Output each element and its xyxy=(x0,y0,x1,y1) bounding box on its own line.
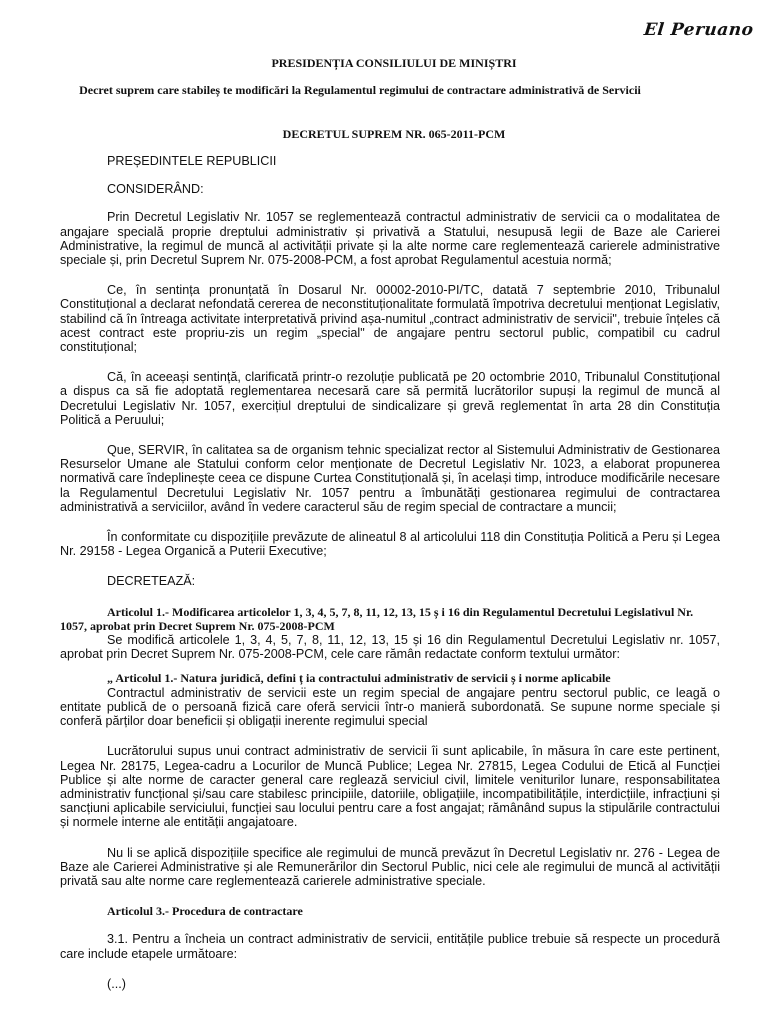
paragraph-4: Que, SERVIR, în calitatea sa de organism tehnic specializat rector al Sistemului Administrativ de Gestionarea Resurselor Umane ale Statului conform celor menționate de Decretul Legislativ Nr. 1023, a elaborat propunerea normativă care îndeplinește ceea ce dispune Curtea Constituțională și, în același timp, introduce modificările necesare la Regulamentul Decretului Legislativ Nr. 1057 pentru a îmbunătăți gestionarea regimului de contractarea administrativă a serviciilor, având în vedere caracterul său de regim special de contractare a muncii; xyxy=(60,443,720,514)
paragraph-5: În conformitate cu dispozițiile prevăzute de alineatul 8 al articolului 118 din Constituția Politică a Peru și Legea Nr. 29158 - Legea Organică a Puterii Executive; xyxy=(60,530,720,559)
article-3-1-text: 3.1. Pentru a încheia un contract administrativ de servicii, entitățile publice trebuie să respecte un procedură care include etapele următoare: xyxy=(60,932,720,961)
paragraph-1: Prin Decretul Legislativ Nr. 1057 se reglementează contractul administrativ de servicii ca o modalitatea de angajare specială proprie dreptului administrativ și privativă a Statului, nesupusă legii de Baze ale Carierei Administrative, la regimul de muncă al activității private și la alte norme care reglementează carierele administrative speciale și, prin Decretul Suprem Nr. 075-2008-PCM, a fost aprobat Regulamentul acestuia normă; xyxy=(60,210,720,268)
article-3-title: Articolul 3.- Procedura de contractare xyxy=(107,904,303,919)
document-body xyxy=(60,154,720,1007)
decrees-heading: DECRETEAZĂ: xyxy=(107,574,196,589)
considering-heading: CONSIDERÂND: xyxy=(107,182,204,197)
paragraph-3: Că, în aceeași sentință, clarificată printr-o rezoluție publicată pe 20 octombrie 2010, Tribunalul Constituțional a dispus ca să fie adoptată reglementarea necesară care să permită lucrătorilor supuși la regimul de muncă al Decretului Legislativ Nr. 1057, exercițiul dreptului de sindicalizare și grevă reglementat în arta 28 din Constituția Politică a Peruului; xyxy=(60,370,720,427)
president-line: PREȘEDINTELE REPUBLICII xyxy=(107,154,277,168)
ellipsis: (...) xyxy=(107,976,126,991)
quoted-paragraph-3: Nu li se aplică dispozițiile specifice ale regimului de muncă prevăzut în Decretul Legislativ nr. 276 - Legea de Baze ale Carierei Administrative și ale Remunerărilor din Sectorul Public, nici cele ale regimului de muncă al activității privată sau alte norme care reglementează carierele administrative speciale. xyxy=(60,845,720,888)
article-1-title: Articolul 1.- Modificarea articolelor 1, 3, 4, 5, 7, 8, 11, 12, 13, 15 ș i 16 din Regulamentul Decretului Legislativul Nr. 1057, aprobat prin Decret Suprem Nr. 075-2008-PCM xyxy=(60,604,694,633)
decree-subtitle: Decret suprem care stabileș te modificări la Regulamentul regimului de contractare administrativă de Servicii xyxy=(79,83,641,97)
paragraph-2: Ce, în sentința pronunțată în Dosarul Nr. 00002-2010-PI/TC, datată 7 septembrie 2010, Tribunalul Constituțional a declarat nefondată cererea de neconstituționalitate formulată împotriva decretului menționat Legislativ, stabilind că în întreaga activitate interpretativă privind așa-numitul „contract administrativ de servicii", trebuie înțeles că acest contract este propriu-zis un regim „special" de angajare pentru sectorul public, compatibil cu cadrul constituțional; xyxy=(60,283,720,355)
article-1-text: Se modifică articolele 1, 3, 4, 5, 7, 8, 11, 12, 13, 15 și 16 din Regulamentul Decretului Legislativ nr. 1057, aprobat prin Decret Suprem Nr. 075-2008-PCM, cele care rămân redactate conform textului următor: xyxy=(60,633,720,662)
newspaper-logo: El Peruano xyxy=(643,20,756,40)
quoted-paragraph-2: Lucrătorului supus unui contract administrativ de servicii îi sunt aplicabile, în măsura în care este pertinent, Legea Nr. 28175, Legea-cadru a Locurilor de Muncă Publice; Legea Nr. 27815, Legea Codului de Etică al Funcției Publice și alte norme de caracter general care reglează serviciul civil, limitele veniturilor lunare, responsabilitatea administrativ funcțional și/sau care stabilesc principiile, datoriile, obligațiile, incompatibilitățile, interdicțiile, infracțiuni și sancțiuni aplicabile serviciului, funcției sau locului pentru care a fost angajat; rămânând supus la stipulările contractului și normele interne ale entității angajatoare. xyxy=(60,744,720,830)
quoted-article-title: „ Articolul 1.- Natura juridică, defini ț ia contractului administrativ de servicii ș i norme aplicabile xyxy=(107,671,611,686)
quoted-paragraph-1: Contractul administrativ de servicii este un regim special de angajare pentru sectorul public, ce leagă o entitate publică de o persoană fizică care oferă servicii într-o manieră subordonată. Se supune norme speciale și conferă părților doar beneficii și obligații inerente regimului special xyxy=(60,685,720,729)
decree-number: DECRETUL SUPREM NR. 065-2011-PCM xyxy=(282,127,506,141)
institution-heading: PRESIDENȚIA CONSILIULUI DE MINIȘTRI xyxy=(271,56,517,70)
